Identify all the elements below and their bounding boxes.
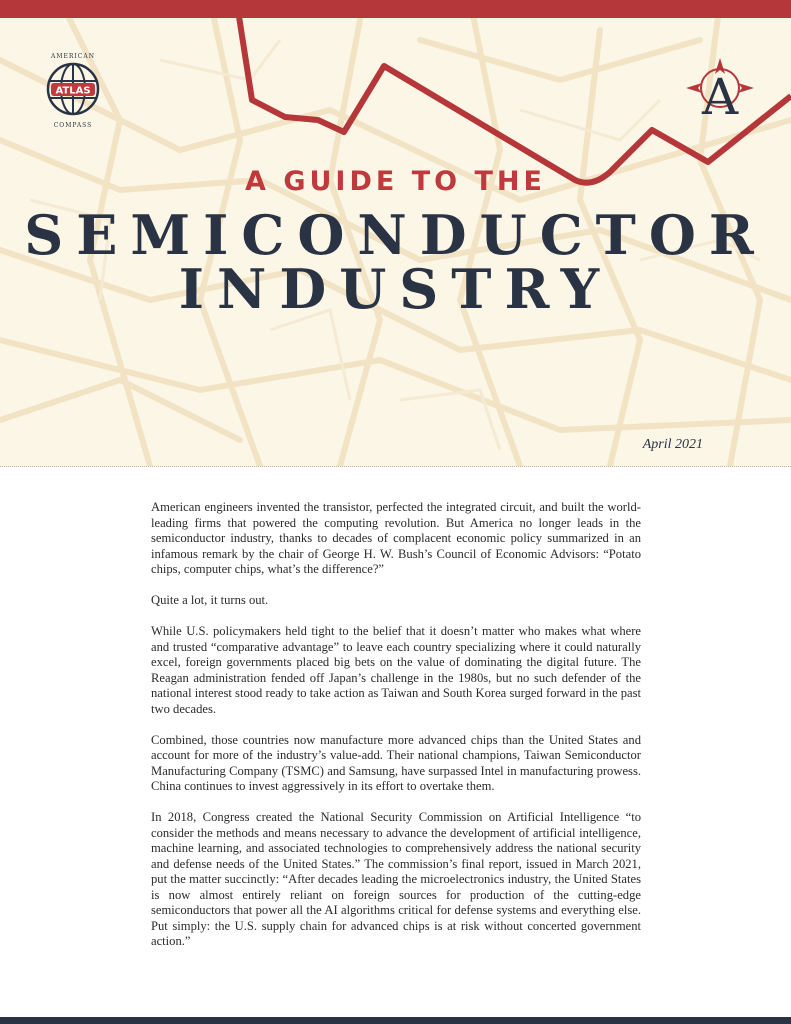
logo-letter: A <box>701 68 739 120</box>
logo-badge-text: ATLAS <box>55 85 91 97</box>
title-line-1: SEMICONDUCTOR <box>24 203 767 267</box>
top-accent-bar <box>0 0 791 18</box>
publication-date: April 2021 <box>642 437 703 452</box>
logo-ring-text-bottom: COMPASS <box>53 122 93 129</box>
paragraph: Quite a lot, it turns out. <box>151 593 269 607</box>
cover-header <box>0 0 791 467</box>
body-text <box>151 500 641 965</box>
paragraph: American engineers invented the transistor, perfected the integrated circuit, and built the world-leading firms that powered the computing revolution. But America no longer leads in the semiconductor industry, thanks to decades of complacent economic policy summarized in an infamous remark by the chair of George H. W. Bush’s Council of Economic Advisors: “Potato chips, computer chips, what’s the difference?” <box>151 500 641 576</box>
footer-bar <box>0 1017 791 1024</box>
american-compass-atlas-logo <box>28 48 118 130</box>
paragraph: In 2018, Congress created the National Security Commission on Artificial Intelligence “to consider the methods and means necessary to advance the development of artificial intelligence, machine learning, and associated technologies to comprehensively address the national security and defense needs of the United States.” The commission’s final report, issued in March 2021, put the matter succinctly: “After decades leading the microelectronics industry, the United States is now almost entirely reliant on foreign sources for production of the cutting-edge semiconductors that power all the AI algorithms critical for defense systems and everything else. Put simply: the U.S. supply chain for advanced chips is at risk without concerted government action.” <box>151 810 641 948</box>
paragraph: Combined, those countries now manufacture more advanced chips than the United States and account for more of the industry’s value-add. Their national champions, Taiwan Semiconductor Manufacturing Company (TSMC) and Samsung, have surpassed Intel in manufacturing prowess. China continues to invest aggressively in its effort to overtake them. <box>151 732 641 793</box>
title-line-2: INDUSTRY <box>178 257 613 321</box>
american-compass-a-logo <box>684 56 756 120</box>
logo-ring-text-top: AMERICAN <box>51 53 95 60</box>
paragraph: While U.S. policymakers held tight to the belief that it doesn’t matter who makes what where and trusted “comparative advantage” to leave each country specializing where it could naturally excel, foreign governments placed big bets on the value of dominating the digital future. The Reagan administration fended off Japan’s challenge in the 1980s, but no such defender of the national interest stood ready to take action as Taiwan and South Korea surged forward in the past two decades. <box>151 624 641 716</box>
title-kicker: A GUIDE TO THE <box>245 166 546 197</box>
